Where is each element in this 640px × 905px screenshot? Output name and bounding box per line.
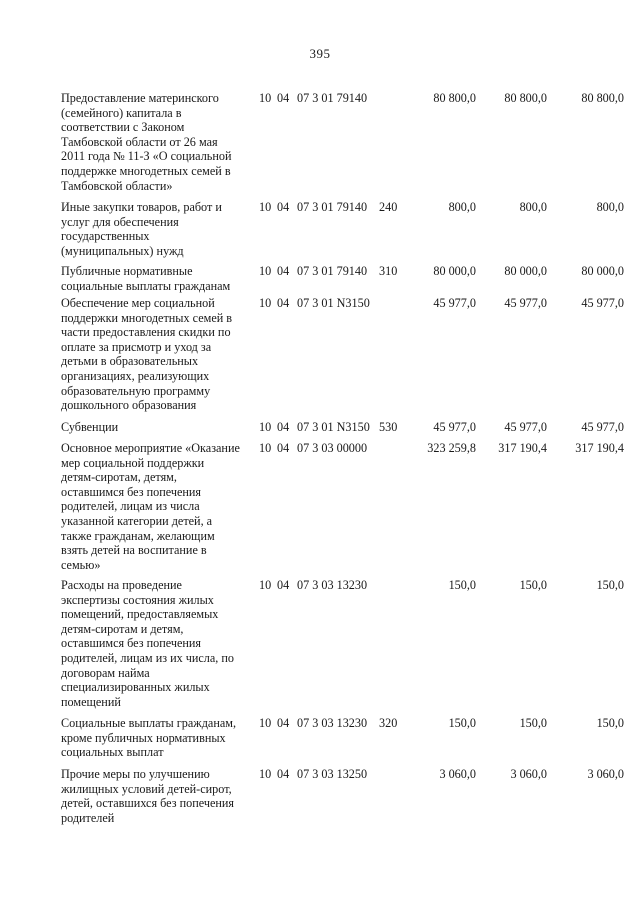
row-value-year-3: 80 800,0 — [581, 91, 624, 105]
row-section-code: 10 — [259, 91, 272, 105]
row-subsection-code: 04 — [277, 767, 290, 781]
row-target-article: 07 3 03 13230 — [297, 716, 368, 730]
row-section-code: 10 — [259, 200, 272, 214]
row-section-code: 10 — [259, 420, 272, 434]
row-target-article: 07 3 01 N3150 — [297, 420, 370, 434]
row-value-year-2: 317 190,4 — [498, 441, 547, 455]
page-number: 395 — [309, 46, 331, 61]
row-name: Иные закупки товаров, работ и услуг для обеспечения государственных (муниципальных) нужд — [61, 200, 222, 258]
row-subsection-code: 04 — [277, 200, 290, 214]
row-value-year-1: 150,0 — [448, 716, 476, 730]
row-value-year-3: 80 000,0 — [581, 264, 624, 278]
row-value-year-2: 150,0 — [519, 578, 547, 592]
row-value-year-3: 150,0 — [596, 716, 624, 730]
row-value-year-1: 800,0 — [448, 200, 476, 214]
row-name: Предоставление материнского (семейного) капитала в соответствии с Законом Тамбовской области от 26 мая 2011 года № 11-З «О социальной поддержке многодетных семей в Тамбовской области» — [61, 91, 232, 193]
row-target-article: 07 3 03 13250 — [297, 767, 368, 781]
row-value-year-2: 80 800,0 — [504, 91, 547, 105]
row-section-code: 10 — [259, 578, 272, 592]
row-value-year-1: 3 060,0 — [439, 767, 476, 781]
row-expense-type: 320 — [379, 716, 398, 730]
row-value-year-3: 45 977,0 — [581, 296, 624, 310]
row-name: Публичные нормативные социальные выплаты гражданам — [61, 264, 231, 293]
row-target-article: 07 3 03 00000 — [297, 441, 368, 455]
row-section-code: 10 — [259, 767, 272, 781]
row-expense-type: 310 — [379, 264, 398, 278]
row-value-year-3: 800,0 — [596, 200, 624, 214]
row-value-year-1: 323 259,8 — [427, 441, 476, 455]
row-name: Прочие меры по улучшению жилищных условий детей-сирот, детей, оставшихся без попечения родителей — [61, 767, 235, 825]
row-section-code: 10 — [259, 716, 272, 730]
row-name: Субвенции — [61, 420, 119, 434]
row-name: Основное мероприятие «Оказание мер социальной поддержки детям-сиротам, детям, оставшимся без попечения родителей, лицам из числа указанной категории детей, а также гражданам, желающим взять детей на воспитание в семью» — [61, 441, 240, 572]
row-name: Расходы на проведение экспертизы состояния жилых помещений, предоставляемых детям-сиротам и детям, оставшимся без попечения родителей, лицам из их числа, по договорам найма специализированных жилых помещений — [61, 578, 235, 709]
row-value-year-2: 800,0 — [519, 200, 547, 214]
row-name: Обеспечение мер социальной поддержки многодетных семей в части предоставления скидки по оплате за присмотр и уход за детьми в образовательных организациях, реализующих образовательную программу дошкольного образования — [61, 296, 233, 413]
row-value-year-1: 80 800,0 — [433, 91, 476, 105]
row-subsection-code: 04 — [277, 716, 290, 730]
row-target-article: 07 3 01 79140 — [297, 200, 368, 214]
row-subsection-code: 04 — [277, 441, 290, 455]
row-target-article: 07 3 01 79140 — [297, 91, 368, 105]
row-name: Социальные выплаты гражданам, кроме публичных нормативных социальных выплат — [61, 716, 237, 760]
row-value-year-3: 3 060,0 — [587, 767, 624, 781]
row-value-year-2: 80 000,0 — [504, 264, 547, 278]
row-value-year-3: 45 977,0 — [581, 420, 624, 434]
row-value-year-2: 3 060,0 — [510, 767, 547, 781]
row-target-article: 07 3 01 N3150 — [297, 296, 370, 310]
row-target-article: 07 3 03 13230 — [297, 578, 368, 592]
row-section-code: 10 — [259, 264, 272, 278]
row-subsection-code: 04 — [277, 420, 290, 434]
row-subsection-code: 04 — [277, 296, 290, 310]
row-value-year-3: 317 190,4 — [575, 441, 624, 455]
row-expense-type: 240 — [379, 200, 398, 214]
row-value-year-1: 45 977,0 — [433, 420, 476, 434]
row-value-year-3: 150,0 — [596, 578, 624, 592]
row-section-code: 10 — [259, 296, 272, 310]
row-value-year-1: 150,0 — [448, 578, 476, 592]
row-value-year-1: 80 000,0 — [433, 264, 476, 278]
row-value-year-1: 45 977,0 — [433, 296, 476, 310]
row-subsection-code: 04 — [277, 91, 290, 105]
row-value-year-2: 45 977,0 — [504, 420, 547, 434]
row-section-code: 10 — [259, 441, 272, 455]
row-value-year-2: 45 977,0 — [504, 296, 547, 310]
row-target-article: 07 3 01 79140 — [297, 264, 368, 278]
row-subsection-code: 04 — [277, 264, 290, 278]
row-value-year-2: 150,0 — [519, 716, 547, 730]
row-expense-type: 530 — [379, 420, 398, 434]
row-subsection-code: 04 — [277, 578, 290, 592]
